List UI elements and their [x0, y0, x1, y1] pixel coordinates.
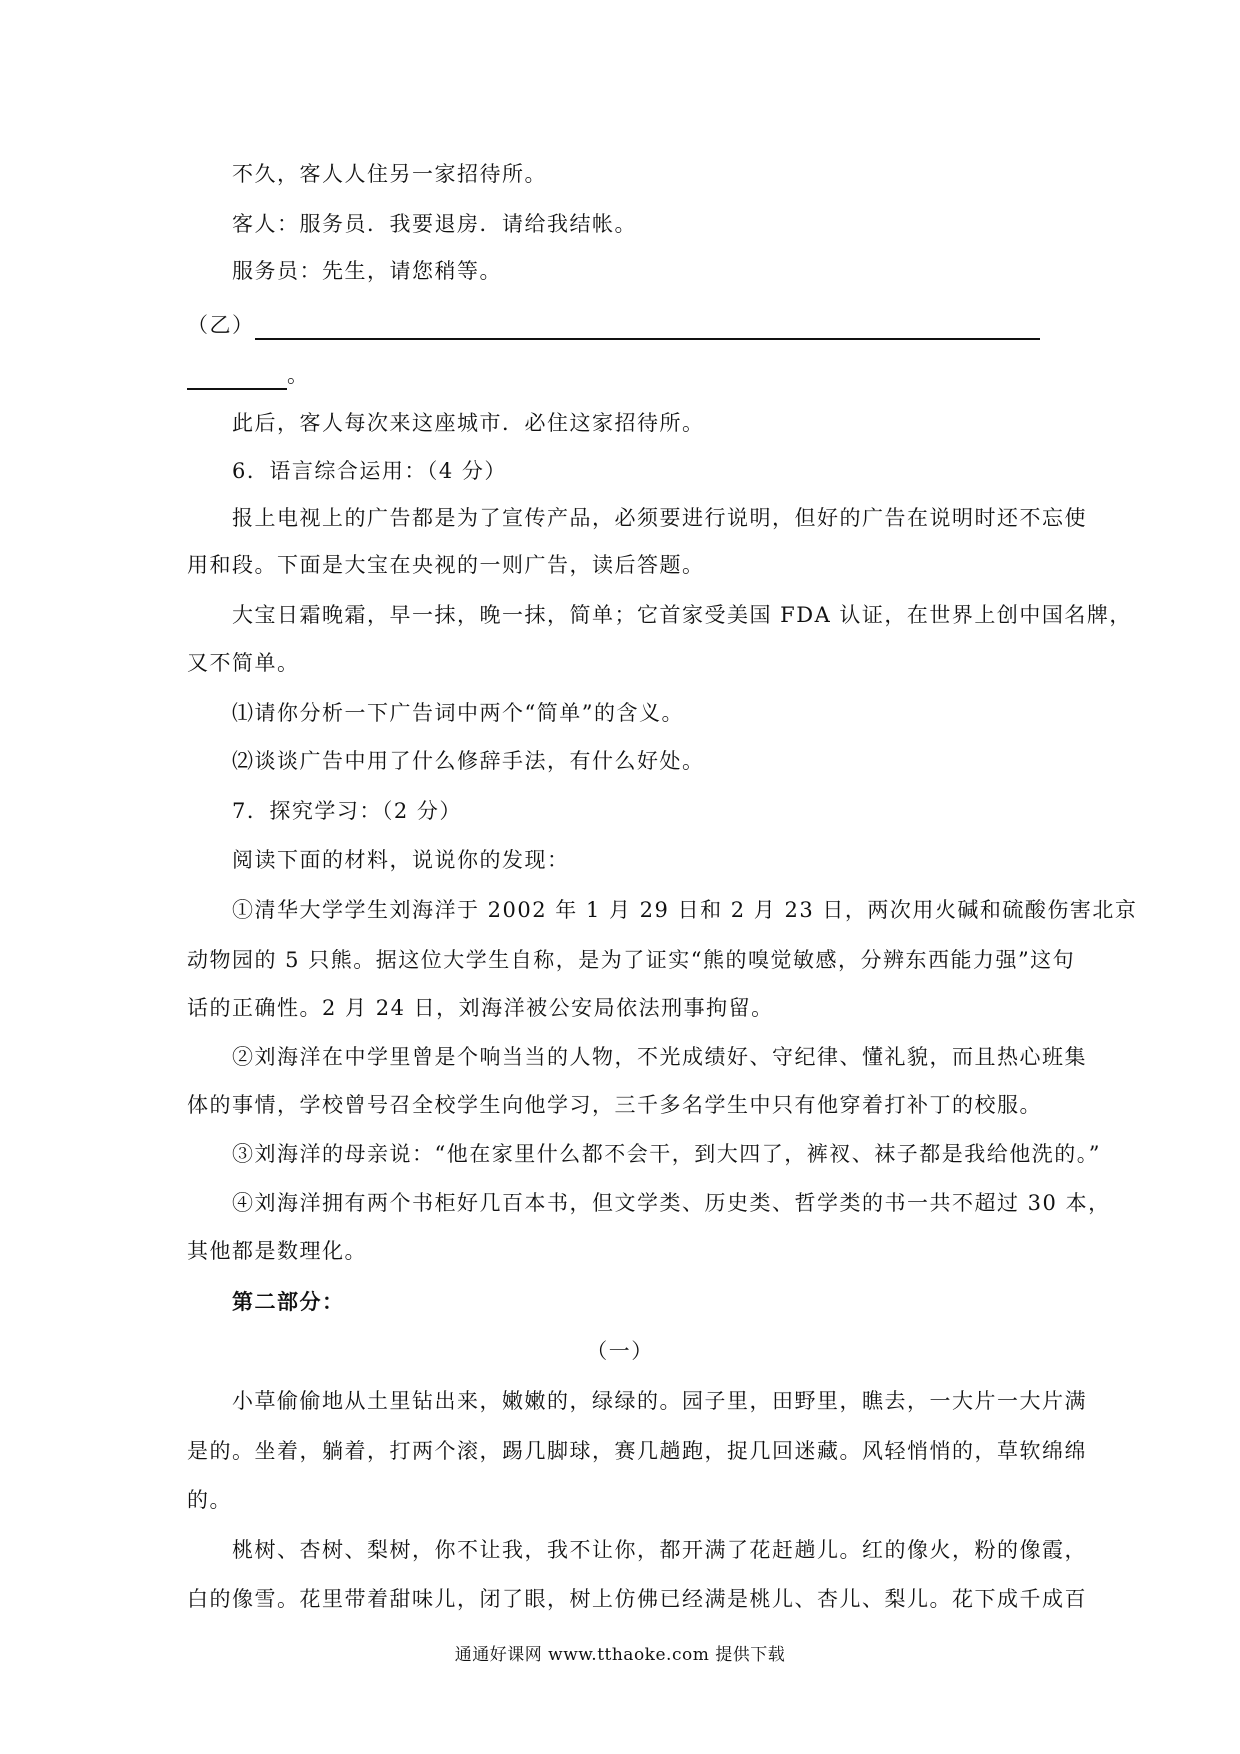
passage-1-line-3: 的。 [187, 1488, 232, 1512]
material-1-line-2: 动物园的 5 只熊。据这位大学生自称，是为了证实“熊的嗅觉敏感，分辨东西能力强”这句 [187, 948, 1076, 972]
dialogue-line-3: 服务员：先生，请您稍等。 [232, 259, 502, 283]
dialogue-line-4: 此后，客人每次来这座城市．必住这家招待所。 [232, 411, 705, 435]
material-4-line-1: ④刘海洋拥有两个书柜好几百本书，但文学类、历史类、哲学类的书一共不超过 30 本， [232, 1191, 1111, 1215]
question-6-sub-2: ⑵谈谈广告中用了什么修辞手法，有什么好处。 [232, 749, 705, 773]
fill-in-underline-short [187, 366, 287, 390]
dialogue-line-1: 不久，客人人住另一家招待所。 [232, 162, 547, 186]
blank-label: （乙） [187, 313, 255, 337]
question-6-intro-2: 用和段。下面是大宝在央视的一则广告，读后答题。 [187, 553, 705, 577]
material-3: ③刘海洋的母亲说：“他在家里什么都不会干，到大四了，裤衩、袜子都是我给他洗的。” [232, 1142, 1101, 1166]
passage-2-line-2: 白的像雪。花里带着甜味儿，闭了眼，树上仿佛已经满是桃儿、杏儿、梨儿。花下成千成百 [187, 1587, 1087, 1611]
section-heading: （一） [586, 1339, 654, 1363]
question-6-ad-1: 大宝日霜晚霜，早一抹，晚一抹，简单；它首家受美国 FDA 认证，在世界上创中国名牌， [232, 603, 1132, 627]
question-6-sub-1: ⑴请你分析一下广告词中两个“简单”的含义。 [232, 701, 684, 725]
material-2-line-2: 体的事情，学校曾号召全校学生向他学习，三千多名学生中只有他穿着打补丁的校服。 [187, 1093, 1042, 1117]
question-6-heading: 6．语言综合运用：（4 分） [232, 459, 507, 483]
question-6-intro-1: 报上电视上的广告都是为了宣传产品，必须要进行说明，但好的广告在说明时还不忘使 [232, 506, 1087, 530]
dialogue-line-2: 客人：服务员．我要退房．请给我结帐。 [232, 212, 637, 236]
material-2-line-1: ②刘海洋在中学里曾是个响当当的人物，不光成绩好、守纪律、懂礼貌，而且热心班集 [232, 1045, 1087, 1069]
material-4-line-2: 其他都是数理化。 [187, 1239, 367, 1263]
answer-blank-continuation [187, 360, 1057, 390]
passage-1-line-2: 是的。坐着，躺着，打两个滚，踢几脚球，赛几趟跑，捉几回迷藏。风轻悄悄的，草软绵绵 [187, 1439, 1087, 1463]
passage-2-line-1: 桃树、杏树、梨树，你不让我，我不让你，都开满了花赶趟儿。红的像火，粉的像霞， [232, 1538, 1087, 1562]
fill-in-underline [255, 316, 1040, 340]
material-1-line-1: ①清华大学学生刘海洋于 2002 年 1 月 29 日和 2 月 23 日，两次用火碱和硫酸伤害北京 [232, 898, 1138, 922]
blank-end-punctuation: 。 [287, 363, 310, 387]
question-7-prompt: 阅读下面的材料，说说你的发现： [232, 848, 570, 872]
passage-1-line-1: 小草偷偷地从土里钻出来，嫩嫩的，绿绿的。园子里，田野里，瞧去，一大片一大片满 [232, 1389, 1087, 1413]
page-footer: 通通好课网 www.tthaoke.com 提供下载 [454, 1645, 786, 1665]
material-1-line-3: 话的正确性。2 月 24 日，刘海洋被公安局依法刑事拘留。 [187, 996, 774, 1020]
question-7-heading: 7．探究学习：（2 分） [232, 799, 462, 823]
answer-blank-yi [187, 310, 1057, 340]
question-6-ad-2: 又不简单。 [187, 651, 300, 675]
part-2-heading: 第二部分： [232, 1289, 345, 1314]
